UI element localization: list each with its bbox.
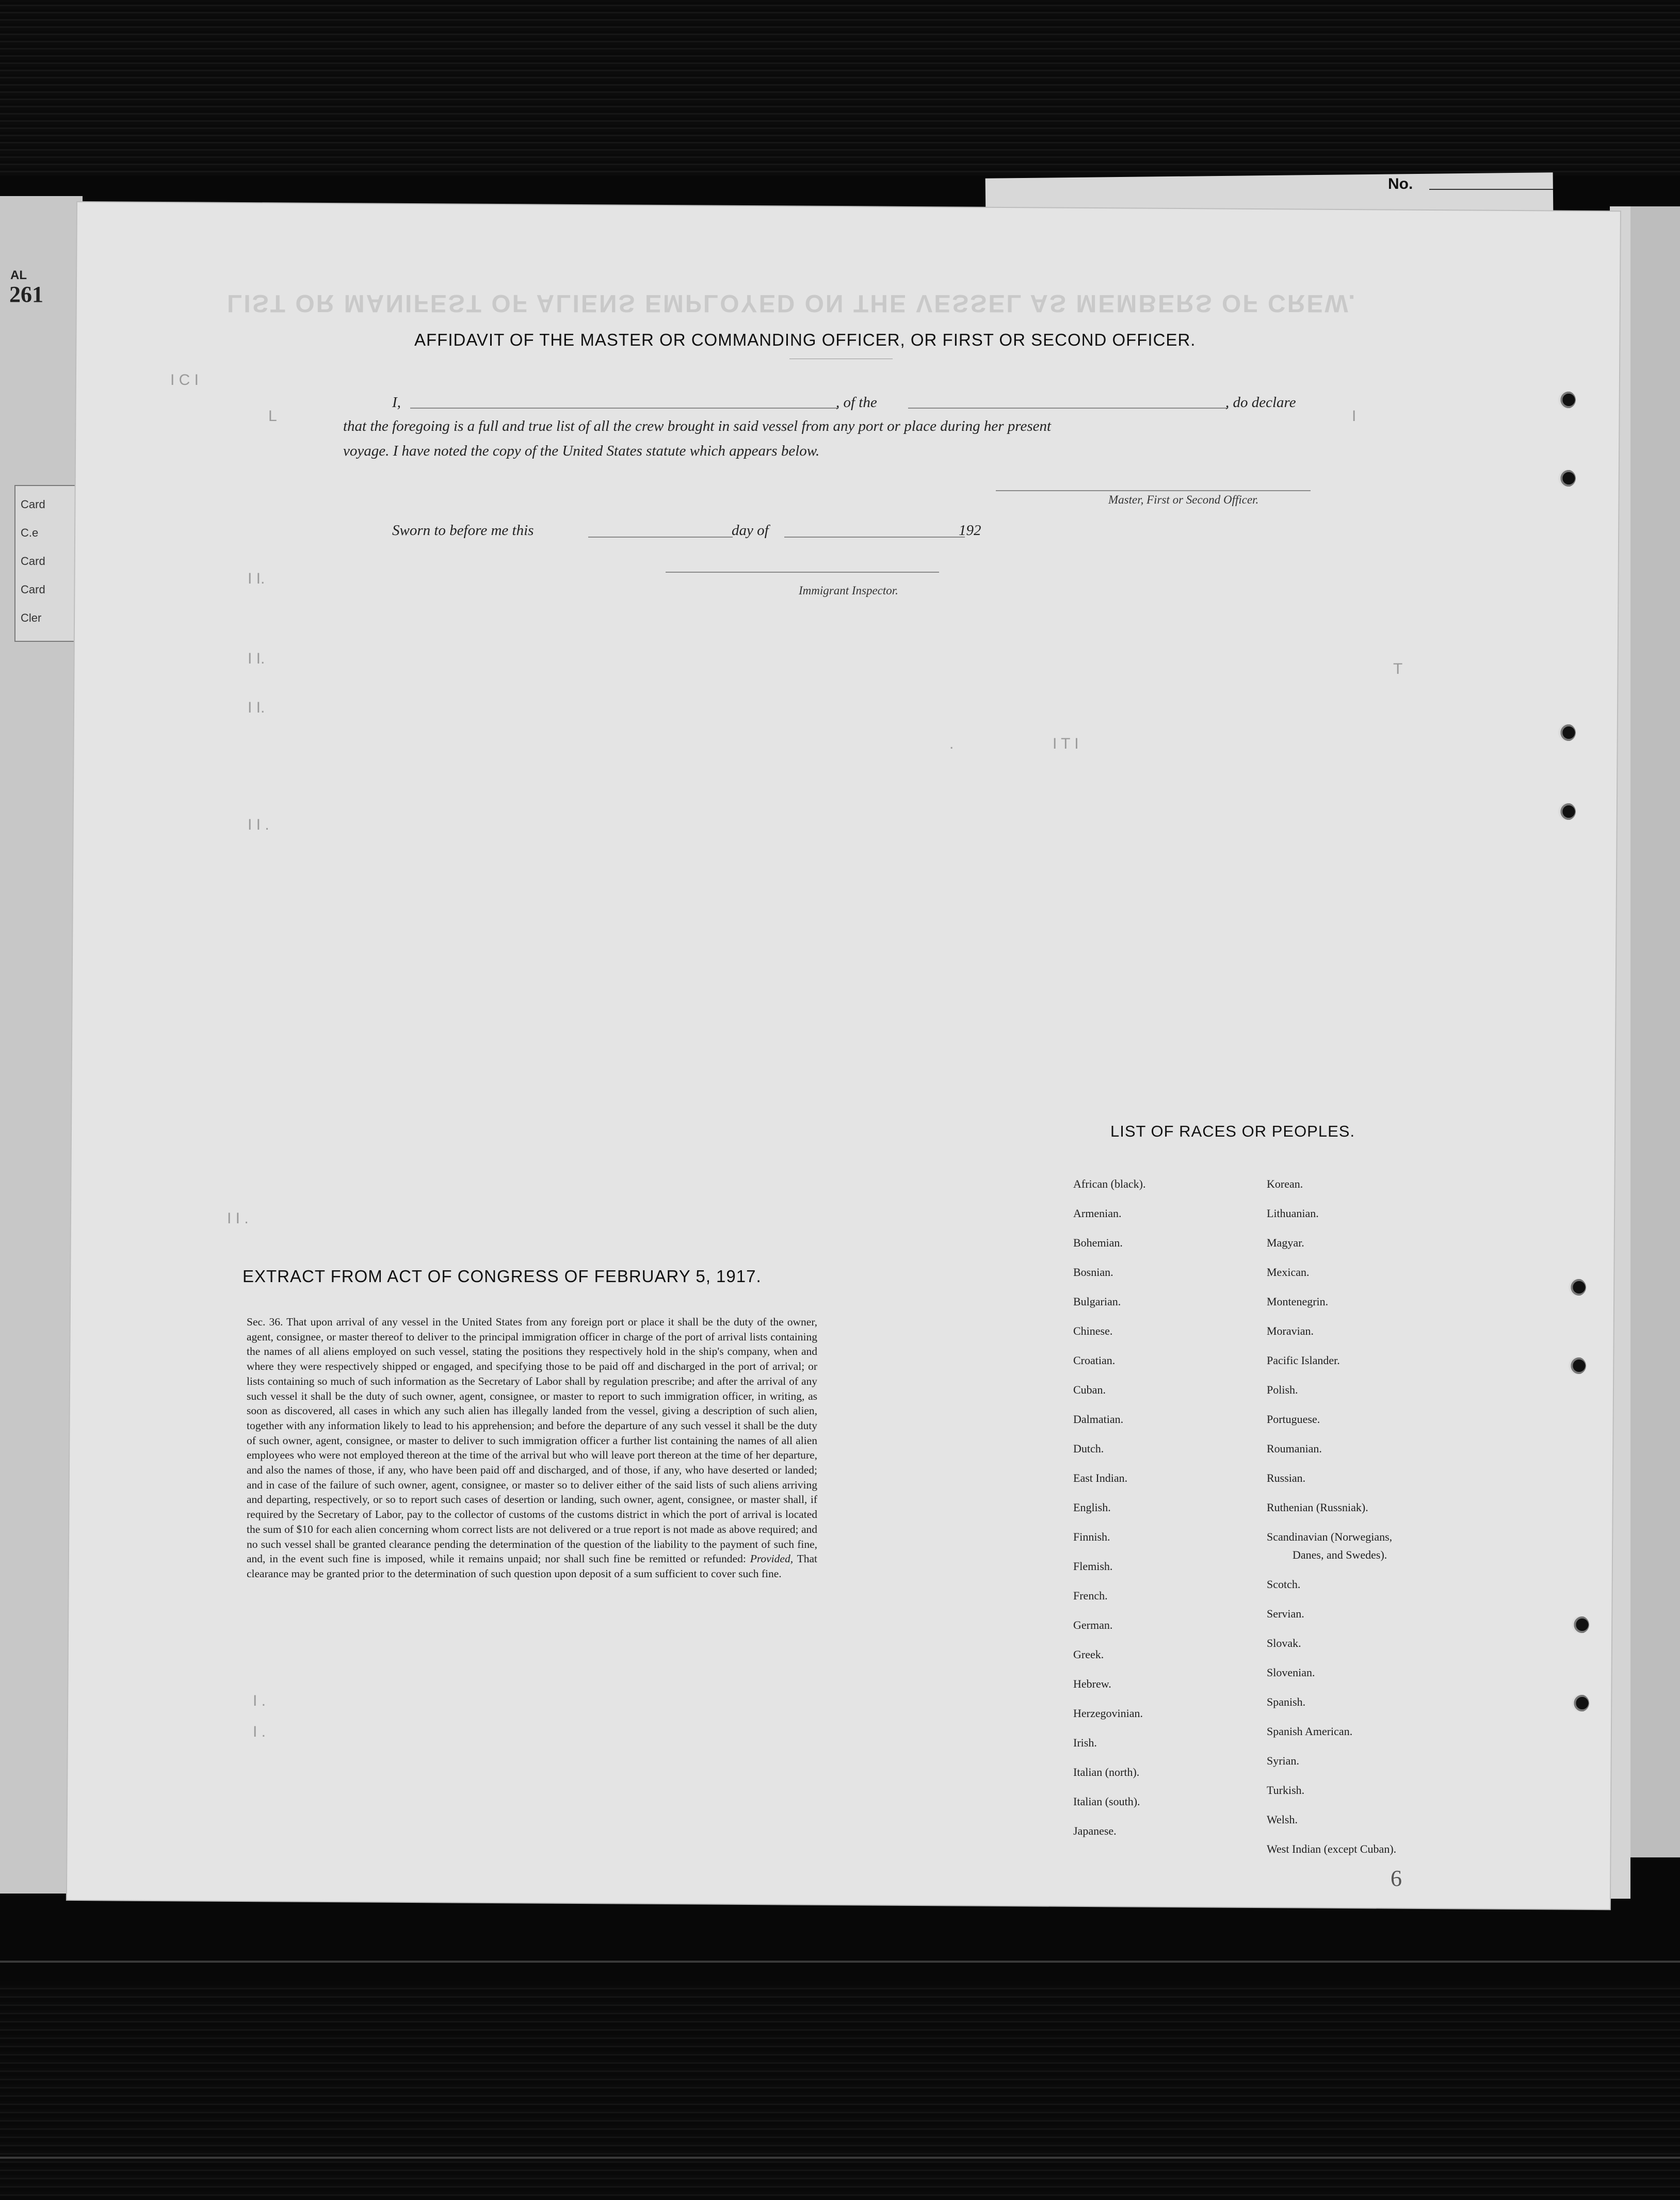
race-entry: Dalmatian. (1073, 1413, 1124, 1426)
stub-number: 261 (9, 282, 43, 307)
race-entry: French. (1073, 1589, 1108, 1602)
declare-suffix: , do declare (1225, 394, 1296, 411)
race-entry: African (black). (1073, 1177, 1146, 1190)
race-entry: Danes, and Swedes). (1293, 1548, 1387, 1561)
race-entry: Finnish. (1073, 1530, 1110, 1543)
race-entry: Italian (north). (1073, 1766, 1140, 1778)
punch-hole (1569, 1357, 1586, 1374)
race-entry: Spanish American. (1267, 1725, 1353, 1738)
inspector-signature-line[interactable] (666, 572, 939, 573)
film-top-border (0, 0, 1680, 175)
extract-title: EXTRACT FROM ACT OF CONGRESS OF FEBRUARY 5, 1917. (243, 1267, 762, 1286)
race-entry: Scandinavian (Norwegians, (1267, 1530, 1393, 1543)
bleed-through-mark: I . (253, 1723, 266, 1740)
sworn-day-line[interactable] (588, 537, 733, 538)
punch-hole (1558, 391, 1576, 409)
sworn-month-line[interactable] (784, 537, 965, 538)
bleed-through-mark: I I. (248, 650, 265, 667)
stub-line: C.e (21, 526, 39, 539)
bleed-through-mark: I I . (227, 1210, 249, 1227)
race-entry: Croatian. (1073, 1354, 1116, 1367)
bleed-through-mark: L (268, 408, 277, 425)
bleed-through-mark: I I. (248, 699, 265, 716)
declarant-prefix: I, (392, 394, 401, 411)
race-entry: German. (1073, 1619, 1113, 1631)
punch-hole (1558, 470, 1576, 487)
bleed-through-mark: T (1393, 660, 1403, 677)
extract-body-suffix: That clearance may be granted prior to the determination of such question upon deposit of a sum sufficient to cover such fine. (247, 1552, 817, 1580)
back-sheet-number-rule (1429, 189, 1553, 190)
film-edge-line (0, 1961, 1680, 1963)
race-entry: Herzegovinian. (1073, 1707, 1143, 1720)
race-entry: Dutch. (1073, 1442, 1104, 1455)
race-entry: West Indian (except Cuban). (1267, 1842, 1397, 1855)
race-entry: Korean. (1267, 1177, 1303, 1190)
back-sheet-number-label: No. (1388, 175, 1413, 192)
stub-line: Card (21, 583, 45, 596)
punch-hole (1572, 1694, 1589, 1712)
race-entry: Moravian. (1267, 1324, 1314, 1337)
inspector-caption: Immigrant Inspector. (799, 584, 898, 597)
officer-signature-caption: Master, First or Second Officer. (1108, 493, 1259, 506)
race-entry: Slovenian. (1267, 1666, 1315, 1679)
race-entry: Bulgarian. (1073, 1295, 1121, 1308)
manifest-page (67, 202, 1620, 1909)
film-bottom-border (0, 1981, 1680, 2200)
bleed-through-mark: I (1352, 408, 1356, 425)
year-prefix: 192 (959, 522, 981, 539)
race-entry: Cuban. (1073, 1383, 1106, 1396)
race-entry: Spanish. (1267, 1695, 1306, 1708)
bleed-through-mark: I I . (248, 816, 269, 833)
stub-line: Cler (21, 611, 42, 624)
affidavit-line-2: that the foregoing is a full and true list of all the crew brought in said vessel from any port or place during her present (343, 418, 1052, 434)
race-entry: Lithuanian. (1267, 1207, 1319, 1220)
race-entry: East Indian. (1073, 1471, 1128, 1484)
race-entry: Welsh. (1267, 1813, 1298, 1826)
stub-prefix: AL (10, 268, 27, 282)
bleed-through-mark: I C I (170, 371, 199, 389)
race-entry: Bosnian. (1073, 1266, 1113, 1279)
race-entry: Portuguese. (1267, 1413, 1320, 1426)
vessel-prefix: , of the (836, 394, 877, 411)
race-entry: Slovak. (1267, 1637, 1301, 1649)
affidavit-line-3: voyage. I have noted the copy of the United States statute which appears below. (343, 443, 820, 459)
race-entry: Magyar. (1267, 1236, 1304, 1249)
punch-hole (1572, 1616, 1589, 1633)
bleed-through-text: LIST OR MANIFEST OF ALIENS EMPLOYED ON THE VESSEL AS MEMBERS OF CREW. (227, 289, 1357, 317)
bleed-through-mark: I I. (248, 570, 265, 587)
race-entry: Irish. (1073, 1736, 1097, 1749)
race-entry: Ruthenian (Russniak). (1267, 1501, 1368, 1514)
race-entry: Mexican. (1267, 1266, 1310, 1279)
race-entry: Greek. (1073, 1648, 1104, 1661)
stub-line: Card (21, 555, 45, 568)
race-entry: Pacific Islander. (1267, 1354, 1340, 1367)
film-edge-line (0, 2157, 1680, 2159)
punch-hole (1558, 803, 1576, 820)
race-entry: English. (1073, 1501, 1111, 1514)
extract-body (247, 1315, 817, 1581)
bleed-through-mark: I . (253, 1692, 266, 1709)
bleed-through-mark: I T I (1053, 735, 1079, 752)
stub-line: Card (21, 498, 45, 511)
extract-provided: Provided, (750, 1552, 794, 1565)
race-entry: Flemish. (1073, 1560, 1113, 1573)
race-entry: Syrian. (1267, 1754, 1299, 1767)
declarant-name-line[interactable] (410, 408, 838, 409)
page-corner-mark: 6 (1391, 1866, 1402, 1891)
vessel-name-line[interactable] (908, 408, 1228, 409)
day-of-text: day of (732, 522, 769, 539)
race-entry: Hebrew. (1073, 1677, 1111, 1690)
race-entry: Russian. (1267, 1471, 1306, 1484)
sworn-text: Sworn to before me this (392, 522, 534, 539)
race-entry: Servian. (1267, 1607, 1304, 1620)
races-title: LIST OF RACES OR PEOPLES. (1110, 1122, 1355, 1140)
race-entry: Polish. (1267, 1383, 1298, 1396)
officer-signature-line[interactable] (996, 490, 1311, 491)
race-entry: Italian (south). (1073, 1795, 1140, 1808)
race-entry: Chinese. (1073, 1324, 1113, 1337)
race-entry: Bohemian. (1073, 1236, 1123, 1249)
punch-hole (1558, 724, 1576, 741)
punch-hole (1569, 1279, 1586, 1296)
race-entry: Montenegrin. (1267, 1295, 1329, 1308)
bleed-through-mark: . (949, 735, 954, 752)
race-entry: Japanese. (1073, 1824, 1117, 1837)
extract-body-text: Sec. 36. That upon arrival of any vessel in the United States from any foreign port or place it shall be the duty of the owner, agent, consignee, or master thereof to deliver to the principal immigration officer in charge of the port of arrival lists containing the names of all aliens employed on such vessel, stating the positions they respectively hold in the ship's company, when and where they were respectively shipped or engaged, and specifying those to be paid off and discharged in the port of arrival; or lists containing so much of such information as the Secretary of Labor shall by regulation prescribe; and after the arrival of any such vessel it shall be the duty of such owner, agent, consignee, or master to report to such immigration officer, in writing, as soon as discovered, all cases in which any such alien has illegally landed from the vessel, giving a description of such alien, together with any information likely to lead to his apprehension; and before the departure of any such vessel it shall be the duty of such owner, agent, consignee, or master to deliver to such immigration officer a further list containing the names of all alien employees who were not employed thereon at the time of the arrival but who will leave port thereon at the time of her departure, and also the names of those, if any, who have been paid off and discharged, and of those, if any, who have deserted or landed; and in case of the failure of such owner, agent, consignee, or master so to deliver either of the said lists of such aliens arriving and departing, respectively, or so to report such cases of desertion or landing, such owner, agent, consignee, or master shall, if required by the Secretary of Labor, pay to the collector of customs of the customs district in which the port of arrival is located the sum of $10 for each alien concerning whom correct lists are not delivered or a true report is not made as above required; and no such vessel shall be granted clearance pending the determination of the question of the liability to the payment of such fine, and, in the event such fine is imposed, while it remains unpaid; nor shall such fine be remitted or refunded: (247, 1316, 817, 1565)
race-entry: Roumanian. (1267, 1442, 1322, 1455)
race-entry: Armenian. (1073, 1207, 1122, 1220)
race-entry: Turkish. (1267, 1784, 1305, 1797)
race-entry: Scotch. (1267, 1578, 1301, 1591)
underlying-sheet-right-strip (1630, 206, 1680, 1857)
affidavit-title: AFFIDAVIT OF THE MASTER OR COMMANDING OFFICER, OR FIRST OR SECOND OFFICER. (414, 330, 1196, 349)
